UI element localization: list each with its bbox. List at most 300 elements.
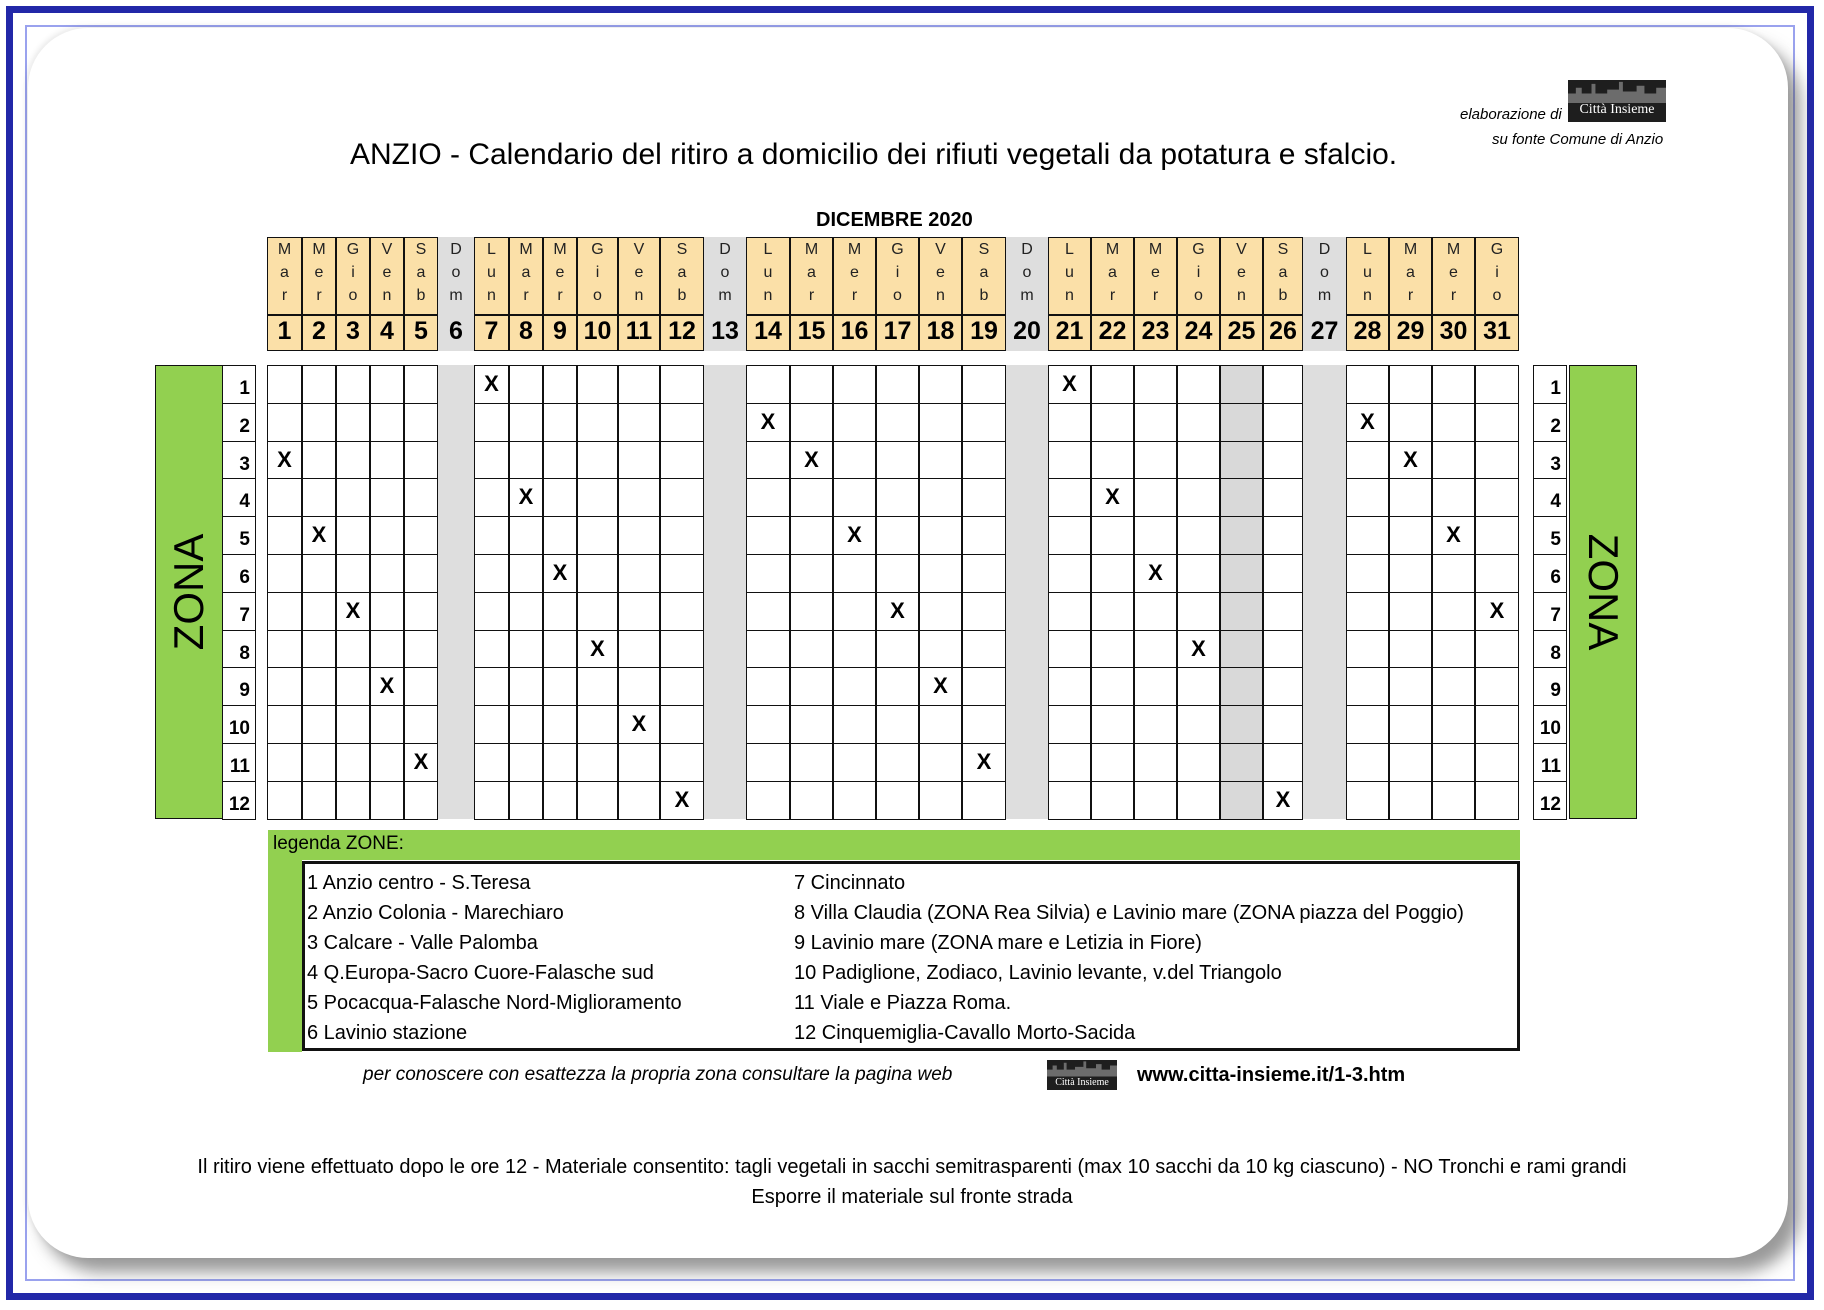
schedule-cell: [790, 554, 833, 593]
schedule-cell: [660, 441, 704, 480]
schedule-cell: [1177, 441, 1220, 480]
schedule-cell: [1134, 365, 1177, 404]
schedule-cell: [1432, 743, 1475, 782]
pickup-mark: X: [1062, 371, 1077, 396]
day-letter: r: [851, 287, 858, 304]
schedule-cell: [1134, 667, 1177, 706]
schedule-cell: [746, 478, 790, 517]
pickup-mark: X: [277, 446, 292, 472]
day-letter: a: [807, 264, 816, 281]
day-letter: G: [346, 241, 360, 258]
schedule-cell: [267, 667, 302, 706]
credit-line-1: elaborazione di: [1460, 106, 1562, 123]
zone-number-right: 2: [1533, 403, 1567, 442]
schedule-cell: [1475, 667, 1519, 706]
schedule-cell: [1220, 441, 1263, 480]
schedule-cell: [660, 516, 704, 555]
schedule-cell: [577, 516, 618, 555]
schedule-cell: [543, 781, 577, 820]
schedule-cell: [876, 743, 919, 782]
day-letter: M: [804, 241, 819, 258]
schedule-cell: [404, 705, 438, 744]
schedule-cell: [1091, 667, 1134, 706]
schedule-cell: [509, 365, 543, 404]
schedule-cell: [302, 441, 336, 480]
schedule-cell: [302, 365, 336, 404]
zone-number-right: 3: [1533, 441, 1567, 480]
schedule-cell: [474, 478, 509, 517]
schedule-cell: [1263, 630, 1303, 669]
schedule-cell: [509, 781, 543, 820]
zone-number-right: 11: [1533, 743, 1567, 782]
pickup-mark: X: [590, 635, 605, 661]
schedule-cell: [370, 554, 404, 593]
schedule-cell: [336, 705, 370, 744]
day-letter: b: [677, 287, 687, 304]
legend-item: 8 Villa Claudia (ZONA Rea Silvia) e Lavinio mare (ZONA piazza del Poggio): [794, 902, 1464, 924]
schedule-cell: [746, 630, 790, 669]
day-letter: o: [1022, 264, 1032, 281]
pickup-mark: X: [1403, 446, 1418, 472]
day-number: 15: [797, 317, 826, 345]
schedule-cell: [1346, 365, 1389, 404]
zone-number-left: 12: [222, 781, 256, 820]
schedule-cell: [790, 516, 833, 555]
day-number: 24: [1184, 317, 1213, 345]
schedule-cell: [1389, 781, 1432, 820]
schedule-cell: [746, 667, 790, 706]
schedule-cell: [1177, 365, 1220, 404]
schedule-cell: [404, 667, 438, 706]
zone-number-right: 9: [1533, 667, 1567, 706]
day-letter: M: [519, 241, 533, 258]
schedule-cell: [660, 403, 704, 442]
pickup-mark: X: [933, 673, 948, 699]
schedule-cell: [474, 516, 509, 555]
schedule-cell: [1263, 667, 1303, 706]
day-letter: D: [1318, 241, 1331, 258]
day-number: 1: [277, 317, 292, 345]
schedule-cell: [302, 781, 336, 820]
schedule-cell: [660, 592, 704, 631]
schedule-cell: [577, 592, 618, 631]
schedule-cell: [1346, 516, 1389, 555]
day-letter: n: [936, 287, 945, 304]
schedule-cell: [336, 781, 370, 820]
day-letter: S: [415, 241, 427, 258]
legend-header-bar: [268, 830, 1520, 860]
schedule-cell: [919, 441, 962, 480]
day-letter: r: [523, 287, 529, 304]
day-letter: G: [1192, 241, 1205, 258]
day-letter: M: [847, 241, 862, 258]
schedule-cell: [370, 441, 404, 480]
legend-item: 10 Padiglione, Zodiaco, Lavinio levante, v.del Triangolo: [794, 962, 1282, 984]
day-letter: u: [487, 264, 496, 281]
page-title: ANZIO - Calendario del ritiro a domicilio dei rifiuti vegetali da potatura e sfalcio.: [350, 138, 1398, 171]
schedule-cell: [1389, 667, 1432, 706]
zone-number-right: 12: [1533, 781, 1567, 820]
schedule-cell: [1134, 478, 1177, 517]
schedule-cell: [618, 365, 660, 404]
schedule-cell: [962, 705, 1006, 744]
day-letter: i: [895, 264, 900, 281]
day-letter: M: [1148, 241, 1163, 258]
day-number: 11: [625, 317, 653, 345]
day-letter: M: [312, 241, 326, 258]
schedule-cell: [1389, 592, 1432, 631]
sunday-column: [438, 365, 474, 819]
schedule-cell: [474, 781, 509, 820]
schedule-cell: [543, 403, 577, 442]
day-number: 21: [1055, 317, 1084, 345]
day-letter: i: [595, 264, 600, 281]
schedule-cell: [746, 554, 790, 593]
schedule-cell: [509, 667, 543, 706]
schedule-cell: [833, 365, 876, 404]
zone-number-left: 4: [222, 478, 256, 517]
schedule-cell: [474, 554, 509, 593]
schedule-cell: [577, 705, 618, 744]
day-letter: e: [634, 264, 644, 281]
web-note: per conoscere con esattezza la propria zona consultare la pagina web: [363, 1064, 953, 1085]
schedule-cell: [474, 592, 509, 631]
day-number: 9: [553, 317, 567, 345]
schedule-cell: [509, 743, 543, 782]
schedule-cell: [833, 667, 876, 706]
schedule-cell: [876, 403, 919, 442]
zone-number-left: 6: [222, 554, 256, 593]
schedule-cell: [1432, 403, 1475, 442]
schedule-cell: [1346, 743, 1389, 782]
schedule-cell: [1220, 667, 1263, 706]
zone-number-left: 8: [222, 630, 256, 669]
schedule-cell: [1134, 743, 1177, 782]
schedule-cell: [618, 630, 660, 669]
schedule-cell: [1134, 516, 1177, 555]
schedule-cell: [543, 365, 577, 404]
schedule-cell: [1091, 781, 1134, 820]
day-letter: S: [978, 241, 990, 258]
schedule-cell: [1475, 365, 1519, 404]
pickup-mark: X: [1105, 484, 1120, 510]
zone-number-left: 7: [222, 592, 256, 631]
schedule-cell: [336, 478, 370, 517]
schedule-cell: [1091, 743, 1134, 782]
day-letter: a: [1278, 264, 1288, 281]
schedule-cell: [618, 781, 660, 820]
day-number: 29: [1396, 317, 1425, 345]
schedule-cell: [577, 743, 618, 782]
day-letter: i: [1196, 264, 1201, 281]
schedule-cell: [919, 554, 962, 593]
schedule-cell: [790, 781, 833, 820]
day-letter: G: [1490, 241, 1504, 258]
schedule-cell: [1220, 781, 1263, 820]
schedule-cell: [1346, 667, 1389, 706]
schedule-cell: [336, 516, 370, 555]
schedule-cell: [1475, 743, 1519, 782]
web-link[interactable]: www.citta-insieme.it/1-3.htm: [1137, 1064, 1406, 1086]
schedule-cell: [790, 592, 833, 631]
schedule-cell: [1346, 592, 1389, 631]
day-letter: V: [935, 241, 946, 258]
day-letter: o: [893, 287, 902, 304]
schedule-cell: [1389, 554, 1432, 593]
schedule-cell: [1346, 478, 1389, 517]
day-number: 18: [926, 317, 955, 345]
schedule-cell: [1220, 630, 1263, 669]
zone-number-right: 7: [1533, 592, 1567, 631]
day-letter: S: [676, 241, 688, 258]
schedule-cell: [404, 554, 438, 593]
sunday-column: [1006, 365, 1048, 819]
day-letter: r: [1407, 287, 1414, 304]
logo-text: Città Insieme: [1055, 1077, 1109, 1088]
schedule-cell: [577, 478, 618, 517]
legend-item: 3 Calcare - Valle Palomba: [307, 932, 538, 954]
schedule-cell: [404, 478, 438, 517]
schedule-cell: [336, 441, 370, 480]
day-letter: e: [382, 264, 392, 281]
pickup-mark: X: [804, 446, 819, 472]
schedule-cell: [660, 667, 704, 706]
pickup-mark: X: [674, 786, 690, 812]
schedule-cell: [1220, 592, 1263, 631]
schedule-cell: [1220, 743, 1263, 782]
day-letter: V: [1236, 241, 1247, 258]
day-number: 6: [449, 317, 463, 345]
schedule-cell: [370, 365, 404, 404]
schedule-cell: [509, 592, 543, 631]
day-letter: S: [1277, 241, 1289, 258]
schedule-cell: [1346, 705, 1389, 744]
day-letter: e: [1151, 264, 1160, 281]
schedule-cell: [474, 667, 509, 706]
schedule-cell: [370, 781, 404, 820]
schedule-cell: [876, 554, 919, 593]
day-letter: m: [1020, 287, 1034, 304]
schedule-cell: [1432, 667, 1475, 706]
day-letter: o: [1492, 287, 1502, 304]
schedule-cell: [1220, 705, 1263, 744]
month-title: DICEMBRE 2020: [816, 209, 973, 231]
legend-item: 9 Lavinio mare (ZONA mare e Letizia in Fiore): [794, 932, 1202, 954]
schedule-cell: [1048, 554, 1091, 593]
schedule-cell: [336, 365, 370, 404]
schedule-cell: [474, 630, 509, 669]
schedule-cell: [336, 554, 370, 593]
schedule-cell: [509, 441, 543, 480]
schedule-cell: [1048, 441, 1091, 480]
schedule-cell: [660, 743, 704, 782]
schedule-cell: [1432, 478, 1475, 517]
schedule-cell: [1134, 705, 1177, 744]
day-letter: m: [718, 287, 732, 304]
day-number: 3: [346, 317, 360, 345]
day-letter: V: [381, 241, 393, 258]
day-number: 10: [583, 317, 612, 345]
pickup-mark: X: [379, 673, 395, 699]
day-letter: o: [451, 264, 461, 281]
schedule-cell: [876, 365, 919, 404]
schedule-cell: [833, 441, 876, 480]
schedule-cell: [1263, 592, 1303, 631]
schedule-cell: [746, 705, 790, 744]
schedule-cell: [746, 781, 790, 820]
schedule-cell: [1091, 705, 1134, 744]
day-letter: L: [763, 241, 773, 258]
schedule-cell: [370, 630, 404, 669]
footer-line-2: Esporre il materiale sul fronte strada: [751, 1186, 1073, 1208]
zone-label-right: ZONA: [1580, 533, 1627, 651]
schedule-cell: [1048, 630, 1091, 669]
citta-insieme-logo-small: [1047, 1060, 1117, 1090]
schedule-cell: [1389, 403, 1432, 442]
day-number: 17: [883, 317, 912, 345]
schedule-cell: [267, 630, 302, 669]
schedule-cell: [1048, 478, 1091, 517]
day-letter: a: [979, 264, 989, 281]
schedule-cell: [1432, 592, 1475, 631]
schedule-cell: [962, 516, 1006, 555]
day-letter: r: [1152, 287, 1159, 304]
schedule-cell: [790, 403, 833, 442]
day-letter: n: [1065, 287, 1074, 304]
schedule-cell: [618, 667, 660, 706]
schedule-cell: [1134, 441, 1177, 480]
schedule-cell: [618, 441, 660, 480]
zone-number-right: 10: [1533, 705, 1567, 744]
schedule-cell: [509, 403, 543, 442]
day-letter: V: [633, 241, 645, 258]
schedule-cell: [267, 743, 302, 782]
skyline-icon: [1047, 1060, 1117, 1077]
schedule-cell: [790, 743, 833, 782]
pickup-mark: X: [552, 560, 568, 585]
day-number: 22: [1098, 317, 1127, 345]
schedule-cell: [370, 403, 404, 442]
schedule-cell: [962, 667, 1006, 706]
schedule-cell: [1048, 781, 1091, 820]
schedule-cell: [404, 516, 438, 555]
sunday-column: [1303, 365, 1346, 819]
zone-number-left: 2: [222, 403, 256, 442]
day-number: 7: [484, 317, 499, 345]
day-number: 16: [840, 317, 869, 345]
schedule-cell: [919, 478, 962, 517]
day-letter: r: [1109, 287, 1116, 304]
day-letter: a: [416, 264, 426, 281]
schedule-cell: [1432, 781, 1475, 820]
day-letter: o: [593, 287, 602, 304]
schedule-cell: [1475, 705, 1519, 744]
schedule-cell: [509, 554, 543, 593]
schedule-cell: [1475, 441, 1519, 480]
day-letter: o: [1194, 287, 1203, 304]
day-letter: a: [677, 264, 687, 281]
schedule-cell: [833, 478, 876, 517]
schedule-cell: [1432, 441, 1475, 480]
schedule-cell: [543, 705, 577, 744]
pickup-mark: X: [631, 711, 647, 737]
day-letter: D: [719, 241, 731, 258]
schedule-cell: [1091, 365, 1134, 404]
schedule-cell: [1346, 554, 1389, 593]
schedule-cell: [618, 516, 660, 555]
schedule-cell: [876, 441, 919, 480]
schedule-cell: [618, 554, 660, 593]
day-letter: i: [351, 264, 355, 281]
day-number: 19: [970, 317, 998, 345]
day-letter: b: [1278, 287, 1288, 304]
pickup-mark: X: [1191, 635, 1206, 661]
schedule-cell: [370, 743, 404, 782]
day-letter: r: [808, 287, 815, 304]
schedule-cell: [1263, 441, 1303, 480]
schedule-cell: [1177, 781, 1220, 820]
schedule-cell: [746, 592, 790, 631]
zone-number-left: 5: [222, 516, 256, 555]
day-letter: e: [1237, 264, 1246, 281]
legend-item: 1 Anzio centro - S.Teresa: [307, 872, 531, 894]
schedule-cell: [833, 630, 876, 669]
schedule-cell: [1048, 743, 1091, 782]
schedule-cell: [267, 516, 302, 555]
schedule-cell: [1177, 478, 1220, 517]
zone-label-left: ZONA: [165, 533, 212, 651]
schedule-cell: [919, 516, 962, 555]
schedule-cell: [746, 516, 790, 555]
schedule-cell: [790, 667, 833, 706]
schedule-cell: [336, 743, 370, 782]
schedule-cell: [1346, 781, 1389, 820]
legend-item: 12 Cinquemiglia-Cavallo Morto-Sacida: [794, 1022, 1136, 1044]
schedule-cell: [1048, 516, 1091, 555]
day-letter: L: [487, 241, 496, 258]
schedule-cell: [660, 478, 704, 517]
day-number: 25: [1227, 317, 1256, 345]
pickup-mark: X: [1148, 560, 1163, 585]
schedule-cell: [543, 743, 577, 782]
schedule-cell: [833, 743, 876, 782]
schedule-cell: [1220, 478, 1263, 517]
day-letter: a: [1406, 264, 1415, 281]
day-number: 28: [1353, 317, 1382, 345]
schedule-cell: [543, 516, 577, 555]
schedule-cell: [267, 365, 302, 404]
schedule-cell: [1134, 403, 1177, 442]
day-letter: a: [521, 264, 531, 281]
schedule-cell: [1220, 365, 1263, 404]
schedule-cell: [404, 365, 438, 404]
pickup-mark: X: [345, 597, 361, 623]
day-letter: i: [1495, 264, 1499, 281]
schedule-cell: [876, 516, 919, 555]
schedule-cell: [370, 478, 404, 517]
day-letter: n: [487, 287, 496, 304]
schedule-cell: [919, 781, 962, 820]
day-number: 14: [754, 317, 782, 345]
schedule-cell: [1177, 743, 1220, 782]
schedule-cell: [1263, 554, 1303, 593]
day-letter: M: [277, 241, 292, 258]
pickup-mark: X: [413, 749, 429, 774]
schedule-cell: [474, 743, 509, 782]
day-letter: M: [553, 241, 567, 258]
schedule-cell: [1475, 403, 1519, 442]
schedule-cell: [404, 630, 438, 669]
